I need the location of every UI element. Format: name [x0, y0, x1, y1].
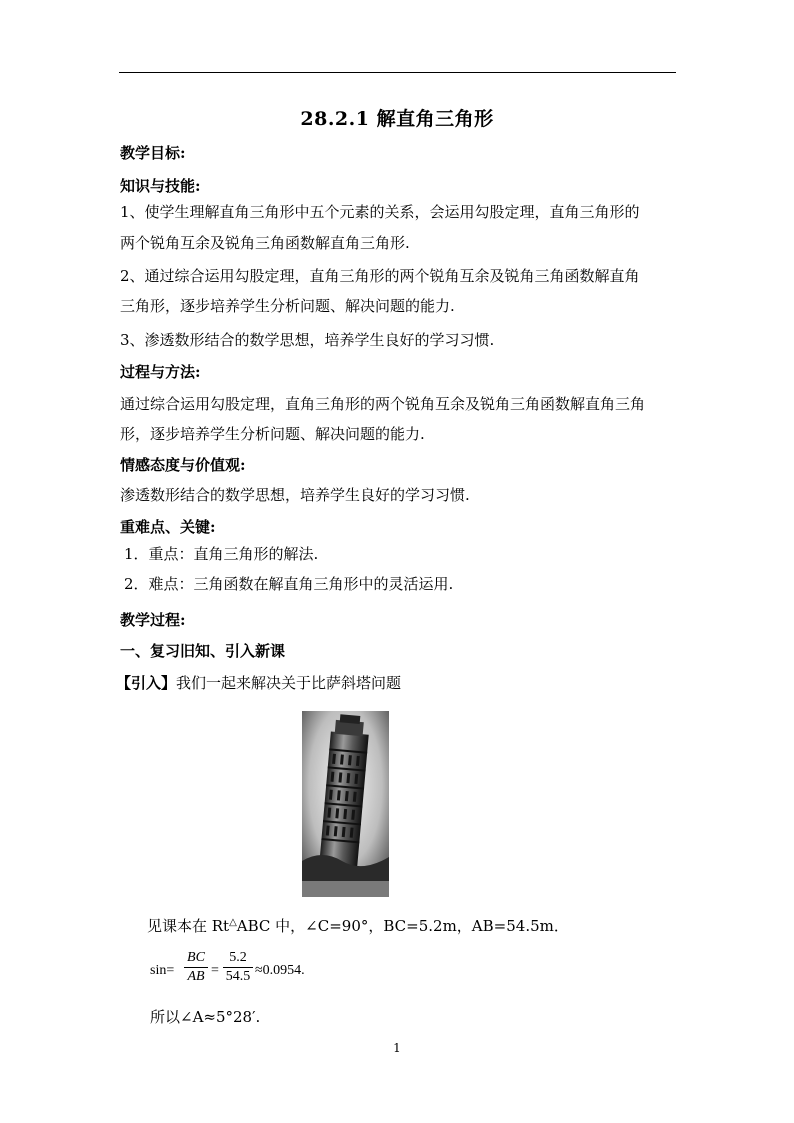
page-title: 28.2.1 解直角三角形 — [300, 108, 494, 130]
section1-heading: 一、复习旧知、引入新课 — [120, 642, 286, 660]
emotion-text: 渗透数形结合的数学思想，培养学生良好的学习习惯. — [120, 486, 470, 504]
fraction-values — [223, 950, 253, 985]
textbook-prefix: 见课本在 Rt — [147, 917, 230, 935]
equals-sign: = — [211, 963, 219, 978]
fraction-denominator: AB — [187, 969, 205, 984]
fraction-value-bar — [223, 967, 253, 968]
process-text-b: 形，逐步培养学生分析问题、解决问题的能力. — [120, 425, 425, 443]
key-heading: 重难点、关键: — [120, 518, 216, 536]
intro-text: 我们一起来解决关于比萨斜塔问题 — [176, 674, 402, 692]
sin-label: sin= — [150, 963, 175, 978]
header-rule — [119, 72, 676, 73]
approx-value: ≈0.0954. — [255, 963, 305, 978]
skill-item-1a: 1、使学生理解直角三角形中五个元素的关系，会运用勾股定理，直角三角形的 — [120, 203, 640, 221]
skill-item-2b: 三角形，逐步培养学生分析问题、解决问题的能力. — [120, 297, 455, 315]
skill-heading: 知识与技能: — [120, 177, 201, 195]
triangle-symbol: △ — [229, 917, 237, 928]
page-number: 1 — [393, 1041, 401, 1055]
fraction-value-numerator: 5.2 — [229, 950, 247, 965]
process-text-a: 通过综合运用勾股定理，直角三角形的两个锐角互余及锐角三角函数解直角三角 — [120, 395, 646, 413]
emotion-heading: 情感态度与价值观: — [120, 456, 246, 474]
fraction-value-denominator: 54.5 — [225, 969, 251, 984]
leaning-tower-photo — [302, 711, 389, 897]
process-heading: 过程与方法: — [120, 363, 201, 381]
goal-heading: 教学目标: — [120, 144, 186, 162]
skill-item-3: 3、渗透数形结合的数学思想，培养学生良好的学习习惯. — [120, 331, 495, 349]
intro-tag: 【引入】 — [116, 674, 177, 692]
key-point-1: 1．重点：直角三角形的解法. — [124, 545, 319, 563]
result-line: 所以∠A≈5°28′. — [150, 1008, 261, 1026]
skill-item-2a: 2、通过综合运用勾股定理，直角三角形的两个锐角互余及锐角三角函数解直角 — [120, 267, 640, 285]
skill-item-1b: 两个锐角互余及锐角三角函数解直角三角形. — [120, 234, 410, 252]
fraction-numerator: BC — [187, 950, 205, 965]
key-point-2: 2．难点：三角函数在解直角三角形中的灵活运用. — [124, 575, 454, 593]
fraction-bar — [184, 967, 208, 968]
intro-line — [116, 673, 401, 693]
process2-heading: 教学过程: — [120, 611, 186, 629]
fraction-bc-ab — [184, 950, 208, 985]
textbook-rest: ABC 中，∠C=90°，BC=5.2m，AB=54.5m． — [236, 917, 569, 935]
textbook-line — [147, 913, 569, 936]
